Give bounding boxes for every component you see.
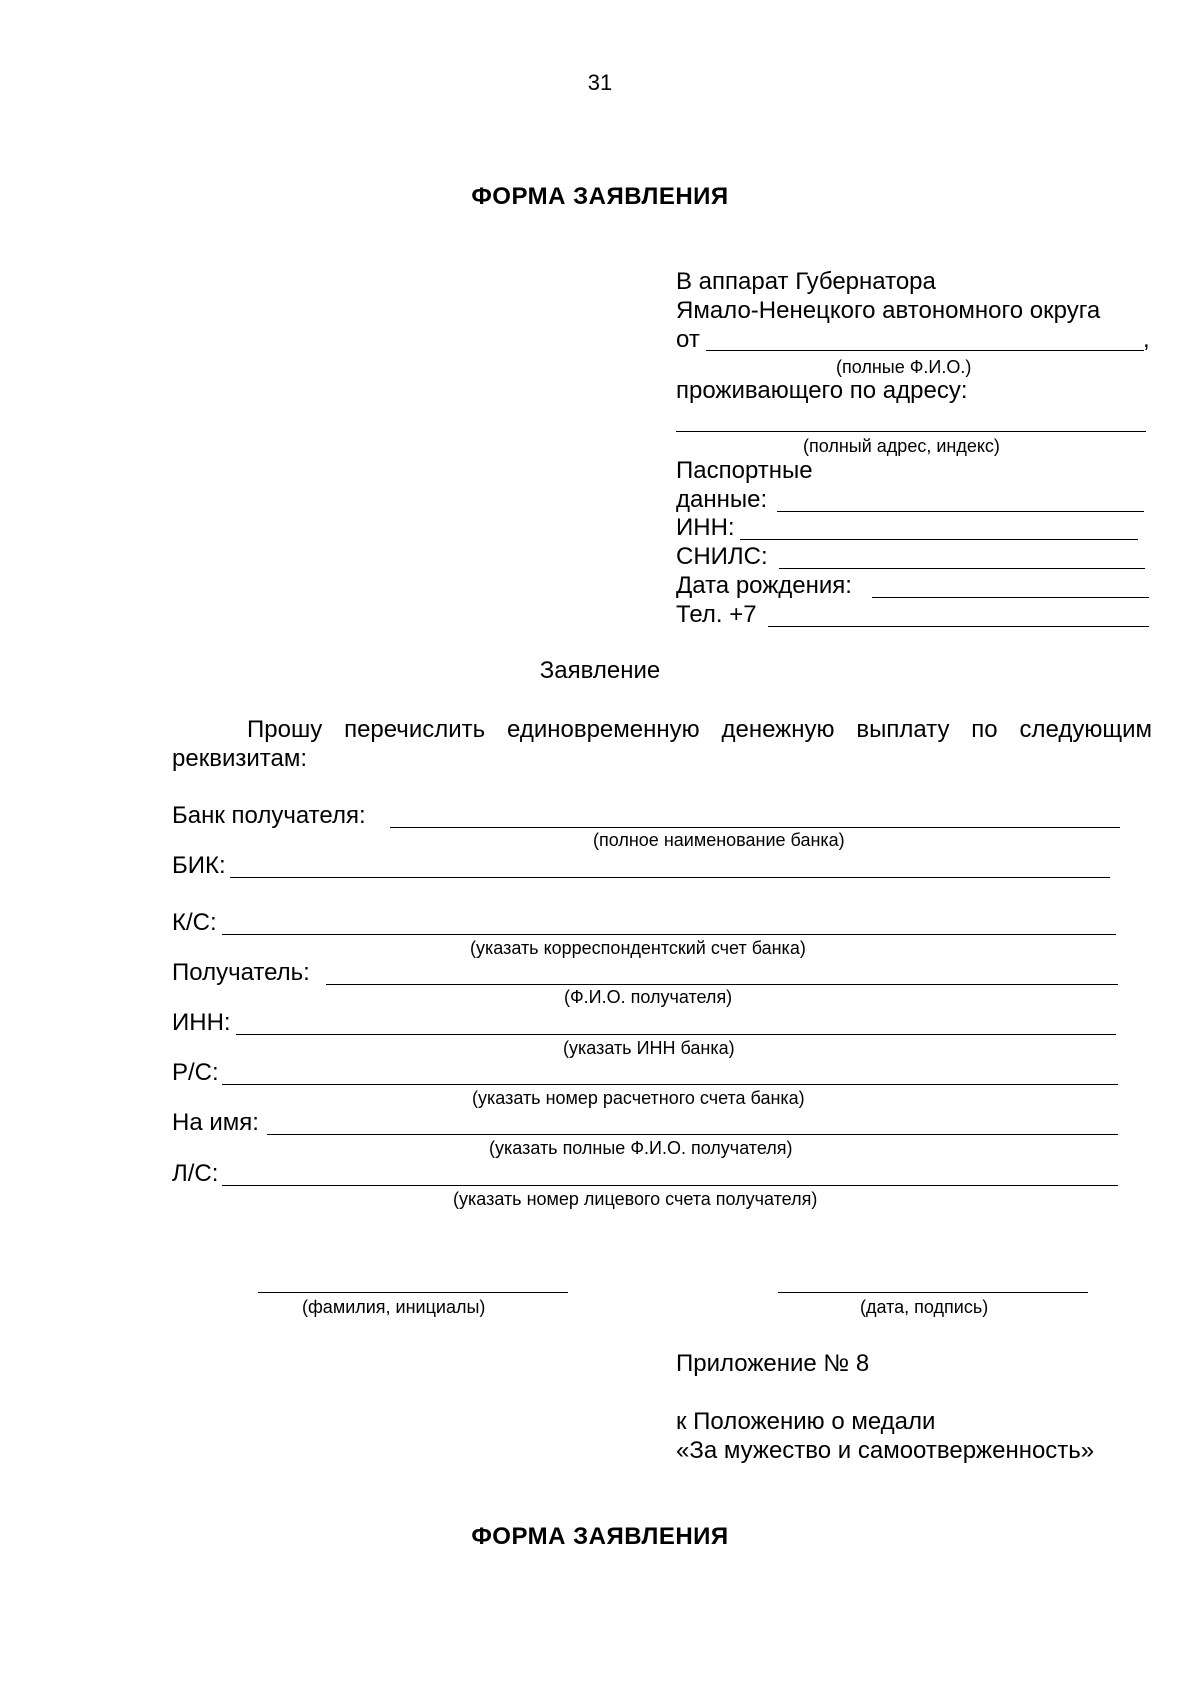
passport-input-line[interactable] xyxy=(777,511,1144,512)
fio-input-line[interactable] xyxy=(706,350,1144,351)
recipient-input-line[interactable] xyxy=(326,984,1118,985)
surname-initials-hint: (фамилия, инициалы) xyxy=(302,1297,486,1317)
ls-input-line[interactable] xyxy=(222,1185,1118,1186)
recipient-hint: (Ф.И.О. получателя) xyxy=(564,987,733,1007)
birth-input-line[interactable] xyxy=(872,597,1149,598)
rs-hint: (указать номер расчетного счета банка) xyxy=(472,1088,805,1108)
phone-label: Тел. +7 xyxy=(676,601,757,628)
addressee-line-2: Ямало-Ненецкого автономного округа xyxy=(676,297,1101,324)
name-hint: (указать полные Ф.И.О. получателя) xyxy=(489,1138,793,1158)
snils-input-line[interactable] xyxy=(779,568,1145,569)
bank-inn-input-line[interactable] xyxy=(236,1034,1116,1035)
surname-initials-line[interactable] xyxy=(258,1292,568,1293)
appendix-number: Приложение № 8 xyxy=(676,1350,870,1377)
form-title-2: ФОРМА ЗАЯВЛЕНИЯ xyxy=(471,1523,729,1550)
appendix-line-2: «За мужество и самоотверженность» xyxy=(676,1437,1095,1464)
birth-label: Дата рождения: xyxy=(676,572,852,599)
rs-input-line[interactable] xyxy=(222,1084,1118,1085)
page-number: 31 xyxy=(587,70,613,95)
bank-inn-label: ИНН: xyxy=(172,1009,231,1036)
inn-input-line[interactable] xyxy=(740,539,1138,540)
name-label: На имя: xyxy=(172,1109,259,1136)
fio-hint: (полные Ф.И.О.) xyxy=(836,357,972,377)
ks-label: К/С: xyxy=(172,909,217,936)
address-input-line[interactable] xyxy=(676,431,1146,432)
recipient-label: Получатель: xyxy=(172,959,310,986)
bank-label: Банк получателя: xyxy=(172,802,366,829)
bank-inn-hint: (указать ИНН банка) xyxy=(563,1038,735,1058)
form-title: ФОРМА ЗАЯВЛЕНИЯ xyxy=(471,183,729,210)
ls-label: Л/С: xyxy=(172,1160,219,1187)
bank-hint: (полное наименование банка) xyxy=(593,830,845,850)
phone-input-line[interactable] xyxy=(768,626,1149,627)
residing-label: проживающего по адресу: xyxy=(676,377,968,404)
name-input-line[interactable] xyxy=(267,1134,1118,1135)
ls-hint: (указать номер лицевого счета получателя) xyxy=(453,1189,818,1209)
appendix-line-1: к Положению о медали xyxy=(676,1408,936,1435)
bik-input-line[interactable] xyxy=(230,877,1110,878)
passport-line-1: Паспортные xyxy=(676,457,813,484)
ks-input-line[interactable] xyxy=(222,934,1116,935)
bank-input-line[interactable] xyxy=(390,827,1120,828)
passport-label: данные: xyxy=(676,486,768,513)
bik-label: БИК: xyxy=(172,852,226,879)
from-label: от xyxy=(676,326,700,353)
address-hint: (полный адрес, индекс) xyxy=(803,436,1000,456)
addressee-line-1: В аппарат Губернатора xyxy=(676,268,936,295)
date-signature-line[interactable] xyxy=(778,1292,1088,1293)
date-signature-hint: (дата, подпись) xyxy=(860,1297,989,1317)
statement-heading: Заявление xyxy=(539,657,661,684)
request-text: Прошу перечислить единовременную денежную выплату по следующим реквизитам: xyxy=(172,716,1152,772)
from-suffix: , xyxy=(1143,326,1150,353)
rs-label: Р/С: xyxy=(172,1059,219,1086)
ks-hint: (указать корреспондентский счет банка) xyxy=(470,938,806,958)
snils-label: СНИЛС: xyxy=(676,543,768,570)
request-paragraph xyxy=(172,715,1152,773)
inn-label: ИНН: xyxy=(676,514,735,541)
